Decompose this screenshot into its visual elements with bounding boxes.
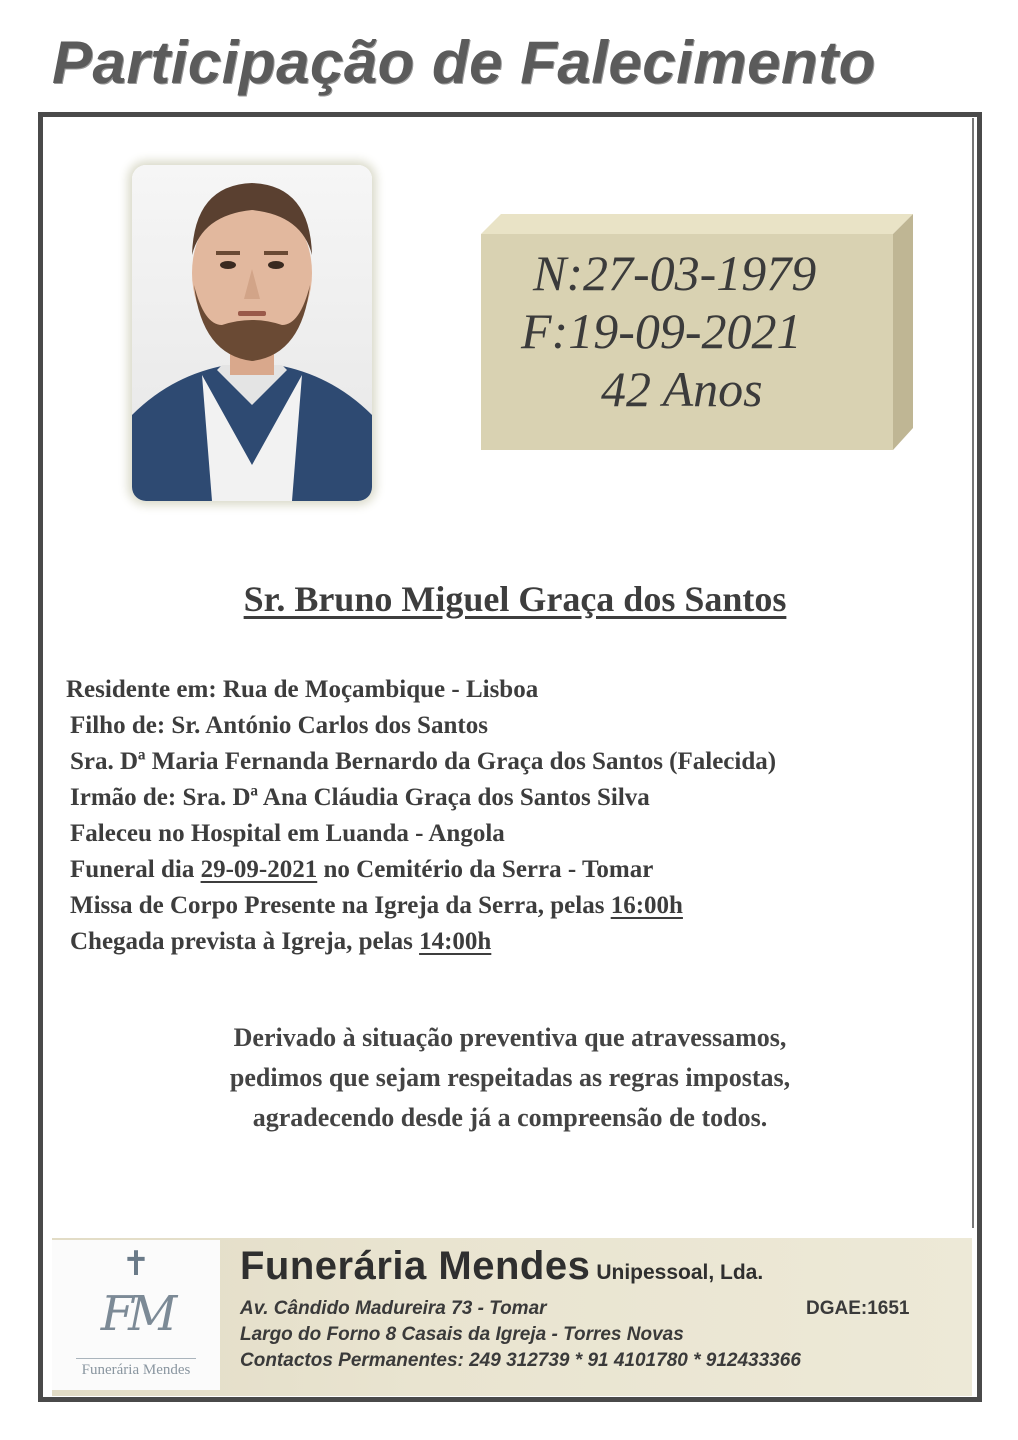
sibling-line: Irmão de: Sra. Dª Ana Cláudia Graça dos Santos Silva — [70, 784, 650, 811]
company-name — [240, 1244, 763, 1289]
cross-icon: ✝ — [121, 1244, 151, 1284]
died-at-line: Faleceu no Hospital em Luanda - Angola — [70, 820, 505, 847]
details-block — [66, 672, 966, 960]
funeral-prefix: Funeral dia — [70, 856, 201, 883]
notice-line-2: pedimos que sejam respeitadas as regras impostas, — [229, 1063, 791, 1092]
logo-text: Funerária Mendes — [81, 1362, 191, 1378]
mass-prefix: Missa de Corpo Presente na Igreja da Serra, pelas — [70, 892, 611, 919]
notice-line-3: agradecendo desde já a compreensão de todos. — [252, 1103, 768, 1132]
notice-block — [130, 1018, 890, 1138]
mass-line — [70, 888, 966, 924]
logo-divider — [76, 1358, 196, 1359]
company-name-main: Funerária Mendes — [240, 1244, 591, 1288]
residence-line: Residente em: Rua de Moçambique - Lisboa — [66, 676, 539, 703]
dgae-number: DGAE:1651 — [806, 1298, 910, 1319]
funeral-line — [70, 852, 966, 888]
address-1: Av. Cândido Madureira 73 - Tomar — [240, 1298, 547, 1319]
arrival-line — [70, 924, 966, 960]
portrait-photo — [132, 165, 372, 501]
death-date: F:19-09-2021 — [521, 303, 802, 359]
age: 42 Anos — [601, 361, 763, 417]
contacts: Contactos Permanentes: 249 312739 * 91 4101780 * 912433366 — [240, 1350, 801, 1371]
dates-stone-plaque — [481, 214, 913, 450]
company-name-suffix: Unipessoal, Lda. — [596, 1261, 764, 1284]
arrival-time: 14:00h — [419, 928, 492, 955]
deceased-name: Sr. Bruno Miguel Graça dos Santos — [243, 579, 787, 619]
arrival-prefix: Chegada prevista à Igreja, pelas — [70, 928, 420, 955]
logo-monogram: FM — [100, 1286, 172, 1342]
company-logo — [52, 1240, 220, 1390]
page-title: Participação de Falecimento — [52, 29, 876, 96]
mass-time: 16:00h — [610, 892, 683, 919]
notice-line-1: Derivado à situação preventiva que atravessamos, — [233, 1023, 787, 1052]
birth-date: N:27-03-1979 — [533, 245, 817, 301]
son-of-line: Filho de: Sr. António Carlos dos Santos — [70, 712, 488, 739]
mother-line: Sra. Dª Maria Fernanda Bernardo da Graça dos Santos (Falecida) — [70, 748, 777, 775]
address-2: Largo do Forno 8 Casais da Igreja - Torres Novas — [240, 1324, 684, 1345]
funeral-suffix: no Cemitério da Serra - Tomar — [317, 856, 654, 883]
funeral-date: 29-09-2021 — [200, 856, 318, 883]
